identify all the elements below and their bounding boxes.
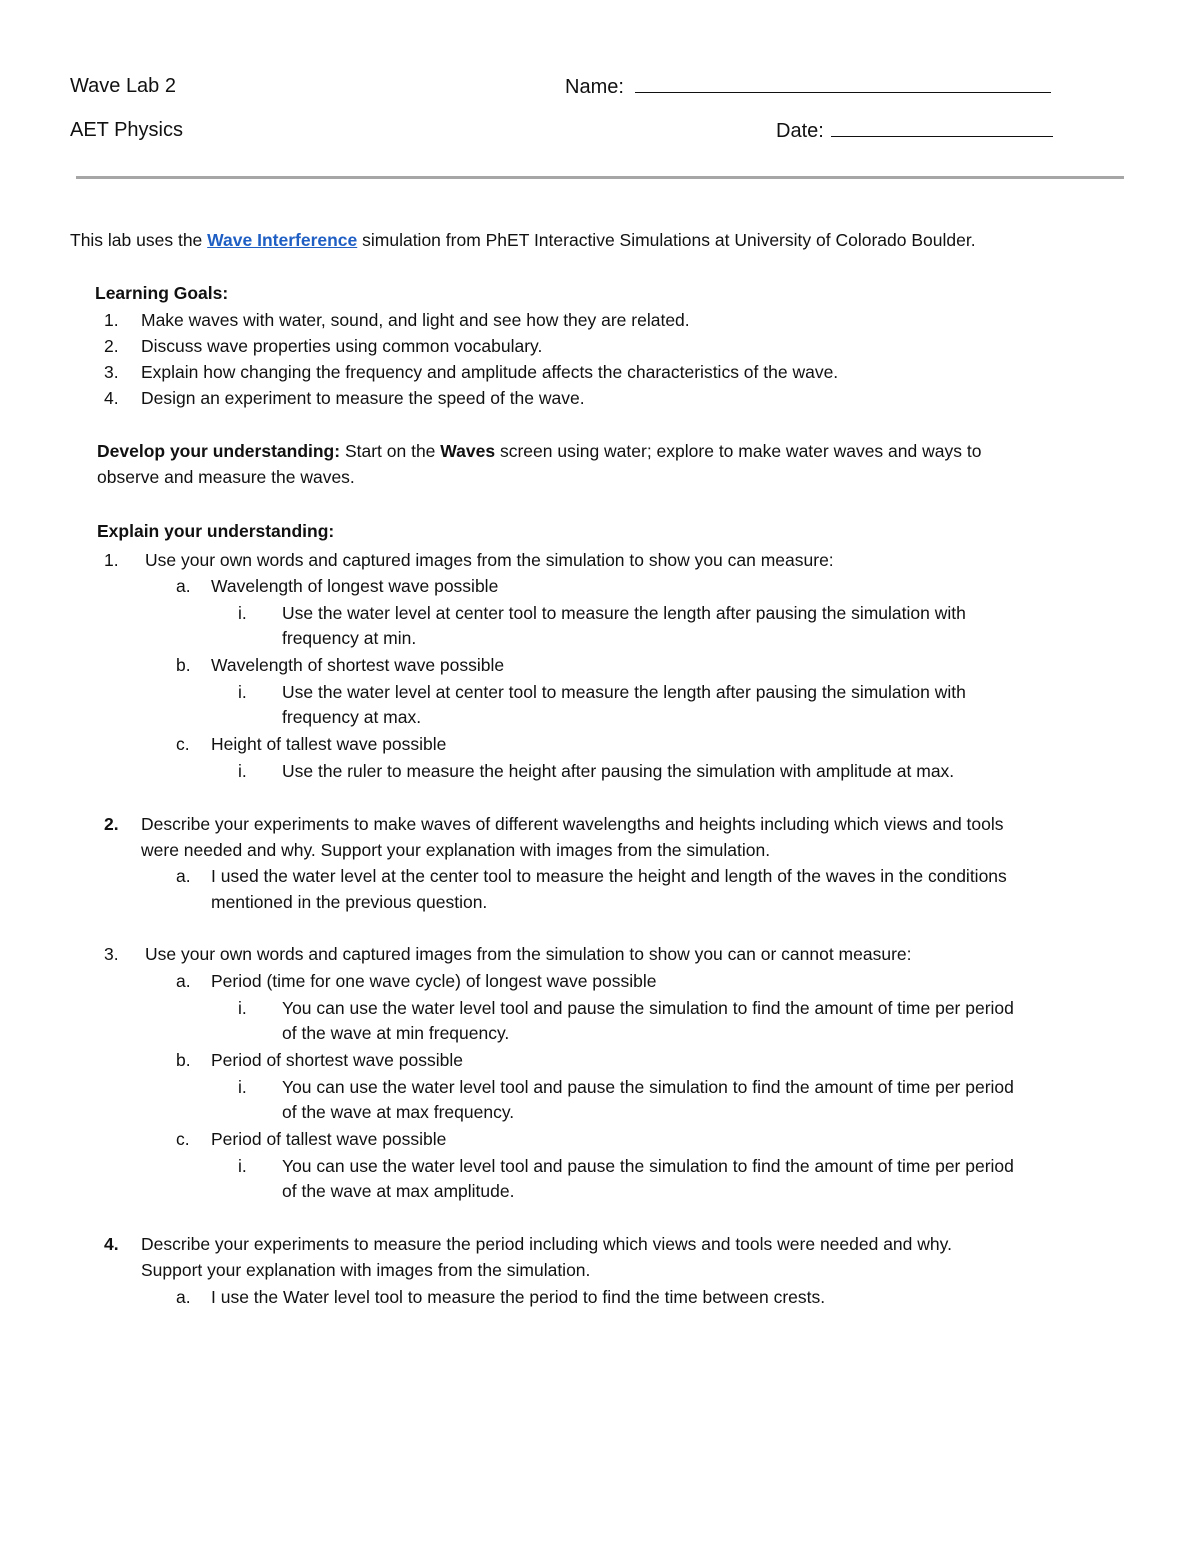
subitem-label: b. — [176, 1050, 191, 1070]
intro-suffix: simulation from PhET Interactive Simulations at University of Colorado Boulder. — [357, 230, 976, 250]
question-text: Use your own words and captured images from the simulation to show you can measure: — [145, 550, 834, 570]
subitem-label: b. — [176, 655, 191, 675]
answer-text: You can use the water level tool and pause the simulation to find the amount of time per period — [282, 1077, 1014, 1097]
question-number: 3. — [104, 944, 119, 964]
subsubitem-label: i. — [238, 603, 247, 623]
develop-paragraph — [97, 440, 981, 462]
answer-text: I use the Water level tool to measure the period to find the time between crests. — [211, 1287, 826, 1307]
goal-item: Explain how changing the frequency and amplitude affects the characteristics of the wave. — [141, 362, 839, 382]
date-field-group — [776, 118, 1053, 143]
goal-number: 2. — [104, 336, 119, 356]
worksheet-title: Wave Lab 2 — [70, 75, 176, 97]
goal-item: Make waves with water, sound, and light and see how they are related. — [141, 310, 690, 330]
course-name: AET Physics — [70, 119, 183, 141]
goal-item: Discuss wave properties using common vocabulary. — [141, 336, 543, 356]
name-field-group — [565, 74, 1051, 99]
answer-text: You can use the water level tool and pause the simulation to find the amount of time per period — [282, 998, 1014, 1018]
develop-text: screen using water; explore to make water waves and ways to — [495, 441, 982, 461]
waves-screen-name: Waves — [440, 441, 496, 461]
subitem-label: c. — [176, 1129, 190, 1149]
question-text: Describe your experiments to measure the period including which views and tools were needed and why. — [141, 1234, 952, 1254]
answer-text: of the wave at max amplitude. — [282, 1181, 515, 1201]
subitem-label: a. — [176, 971, 191, 991]
name-blank-line[interactable] — [635, 74, 1051, 93]
answer-text: mentioned in the previous question. — [211, 892, 488, 912]
answer-text: of the wave at max frequency. — [282, 1102, 515, 1122]
subitem-text: Wavelength of longest wave possible — [211, 576, 499, 596]
answer-text: of the wave at min frequency. — [282, 1023, 510, 1043]
answer-text: Use the water level at center tool to measure the length after pausing the simulation with — [282, 603, 966, 623]
develop-label: Develop your understanding: — [97, 441, 341, 461]
subitem-label: a. — [176, 576, 191, 596]
subsubitem-label: i. — [238, 998, 247, 1018]
intro-paragraph — [70, 229, 976, 251]
wave-interference-link[interactable]: Wave Interference — [207, 230, 358, 250]
subitem-text: Period (time for one wave cycle) of longest wave possible — [211, 971, 657, 991]
answer-text: frequency at min. — [282, 628, 417, 648]
subsubitem-label: i. — [238, 761, 247, 781]
answer-text: Use the ruler to measure the height after pausing the simulation with amplitude at max. — [282, 761, 955, 781]
learning-goals-heading: Learning Goals: — [95, 283, 229, 303]
goal-number: 3. — [104, 362, 119, 382]
subitem-text: Wavelength of shortest wave possible — [211, 655, 505, 675]
subitem-label: a. — [176, 866, 191, 886]
goal-item: Design an experiment to measure the speed of the wave. — [141, 388, 585, 408]
date-label: Date: — [776, 120, 824, 142]
answer-text: frequency at max. — [282, 707, 422, 727]
question-number: 2. — [104, 814, 119, 834]
develop-paragraph-line2: observe and measure the waves. — [97, 467, 355, 487]
subitem-text: Period of shortest wave possible — [211, 1050, 463, 1070]
goal-number: 1. — [104, 310, 119, 330]
subitem-label: a. — [176, 1287, 191, 1307]
question-number: 4. — [104, 1234, 119, 1254]
header-divider — [76, 176, 1124, 179]
question-text: Describe your experiments to make waves of different wavelengths and heights including which views and tools — [141, 814, 1004, 834]
subitem-text: Period of tallest wave possible — [211, 1129, 447, 1149]
question-text: Support your explanation with images from the simulation. — [141, 1260, 591, 1280]
subitem-label: c. — [176, 734, 190, 754]
subitem-text: Height of tallest wave possible — [211, 734, 447, 754]
date-blank-line[interactable] — [831, 118, 1053, 137]
answer-text: You can use the water level tool and pause the simulation to find the amount of time per period — [282, 1156, 1014, 1176]
develop-text: Start on the — [340, 441, 441, 461]
name-label: Name: — [565, 76, 624, 98]
subsubitem-label: i. — [238, 682, 247, 702]
subsubitem-label: i. — [238, 1156, 247, 1176]
answer-text: I used the water level at the center tool to measure the height and length of the waves in the conditions — [211, 866, 1007, 886]
intro-prefix: This lab uses the — [70, 230, 208, 250]
question-number: 1. — [104, 550, 119, 570]
goal-number: 4. — [104, 388, 119, 408]
subsubitem-label: i. — [238, 1077, 247, 1097]
explain-heading: Explain your understanding: — [97, 521, 335, 541]
answer-text: Use the water level at center tool to measure the length after pausing the simulation with — [282, 682, 966, 702]
question-text: Use your own words and captured images from the simulation to show you can or cannot measure: — [145, 944, 912, 964]
question-text: were needed and why. Support your explanation with images from the simulation. — [141, 840, 771, 860]
